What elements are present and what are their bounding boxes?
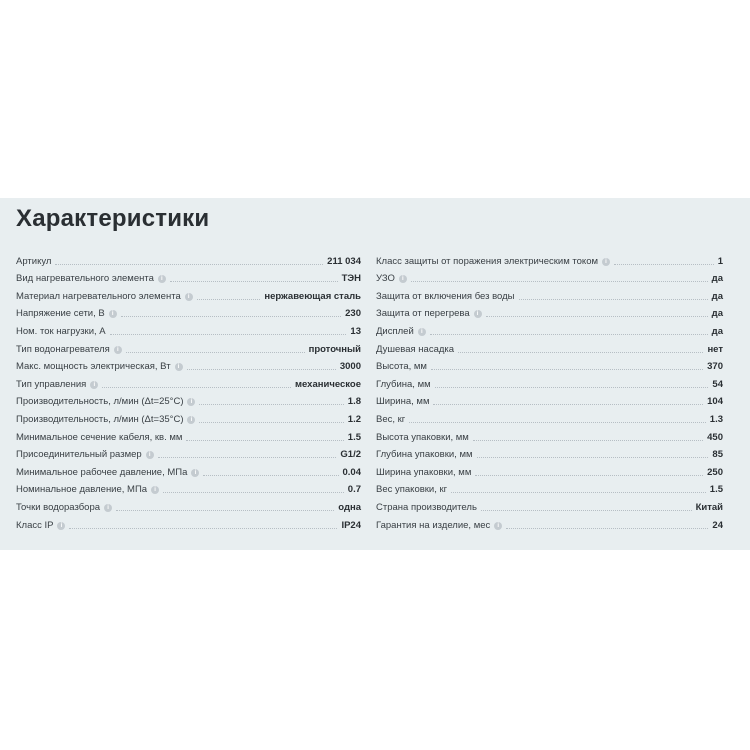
spec-value: 1.5 — [347, 431, 361, 443]
spec-label — [16, 308, 117, 320]
spec-row — [16, 461, 361, 479]
spec-label — [376, 273, 407, 285]
spec-row — [376, 514, 723, 532]
spec-label-text: Тип водонагревателя — [16, 343, 110, 355]
info-icon[interactable]: i — [109, 310, 117, 318]
dotted-leader — [519, 299, 708, 300]
spec-label-text: Производительность, л/мин (Δt=25°C) — [16, 396, 184, 408]
spec-label-text: Гарантия на изделие, мес — [376, 519, 491, 531]
dotted-leader — [506, 528, 708, 529]
spec-row — [16, 250, 361, 268]
spec-label-text: Дисплей — [376, 325, 414, 337]
spec-row — [376, 356, 723, 374]
spec-value: 1.8 — [347, 396, 361, 408]
spec-value: проточный — [308, 343, 361, 355]
spec-label-text: Душевая насадка — [376, 343, 455, 355]
spec-value: нержавеющая сталь — [264, 290, 361, 302]
spec-value: 1.5 — [709, 484, 723, 496]
spec-label — [16, 291, 193, 303]
dotted-leader — [197, 299, 261, 300]
spec-label-text: Вид нагревательного элемента — [16, 273, 154, 285]
dotted-leader — [69, 528, 337, 529]
spec-label — [376, 344, 454, 356]
spec-label-text: Материал нагревательного элемента — [16, 290, 181, 302]
spec-row — [16, 373, 361, 391]
spec-row — [16, 479, 361, 497]
spec-label — [16, 432, 182, 444]
spec-row — [376, 479, 723, 497]
spec-row — [376, 444, 723, 462]
dotted-leader — [121, 316, 341, 317]
info-icon[interactable]: i — [175, 363, 183, 371]
dotted-leader — [110, 334, 347, 335]
dotted-leader — [199, 422, 343, 423]
spec-row — [16, 444, 361, 462]
spec-value: 85 — [712, 449, 723, 461]
info-icon[interactable]: i — [158, 275, 166, 283]
info-icon[interactable]: i — [57, 522, 65, 530]
spec-label-text: Глубина упаковки, мм — [376, 449, 473, 461]
spec-label-text: Артикул — [16, 255, 52, 267]
spec-value: 0.7 — [347, 484, 361, 496]
spec-label — [16, 484, 159, 496]
spec-label — [376, 520, 502, 532]
dotted-leader — [475, 475, 703, 476]
spec-value: G1/2 — [340, 449, 361, 461]
spec-label — [16, 414, 195, 426]
spec-row — [376, 496, 723, 514]
dotted-leader — [187, 369, 336, 370]
spec-row — [376, 338, 723, 356]
spec-label — [376, 326, 426, 338]
spec-label — [16, 449, 154, 461]
dotted-leader — [486, 316, 708, 317]
dotted-leader — [473, 440, 703, 441]
spec-value: 24 — [712, 519, 723, 531]
spec-value: 0.04 — [342, 466, 361, 478]
spec-value: да — [711, 290, 723, 302]
dotted-leader — [199, 404, 343, 405]
spec-label-text: Тип управления — [16, 378, 87, 390]
spec-label — [16, 344, 122, 356]
spec-label-text: Точки водоразбора — [16, 501, 101, 513]
spec-value: 1 — [717, 255, 723, 267]
spec-value: 1.2 — [347, 413, 361, 425]
spec-value: 370 — [707, 361, 723, 373]
spec-label — [16, 467, 199, 479]
spec-row — [376, 373, 723, 391]
spec-row — [16, 320, 361, 338]
spec-value: ТЭН — [341, 273, 361, 285]
info-icon[interactable]: i — [474, 310, 482, 318]
spec-row — [376, 391, 723, 409]
spec-label — [376, 256, 610, 268]
dotted-leader — [116, 510, 334, 511]
spec-label-text: Номинальное давление, МПа — [16, 484, 148, 496]
spec-label — [376, 502, 477, 514]
spec-label-text: Производительность, л/мин (Δt=35°C) — [16, 413, 184, 425]
spec-label — [376, 484, 447, 496]
dotted-leader — [614, 264, 714, 265]
dotted-leader — [411, 281, 708, 282]
spec-label-text: Ширина, мм — [376, 396, 430, 408]
info-icon[interactable]: i — [146, 451, 154, 459]
spec-row — [376, 320, 723, 338]
info-icon[interactable]: i — [191, 469, 199, 477]
spec-label — [16, 361, 183, 373]
spec-row — [16, 496, 361, 514]
dotted-leader — [431, 369, 703, 370]
dotted-leader — [203, 475, 338, 476]
spec-label-text: Защита от перегрева — [376, 308, 470, 320]
spec-row — [16, 338, 361, 356]
spec-value: 1.3 — [709, 413, 723, 425]
info-icon[interactable]: i — [418, 328, 426, 336]
spec-row — [376, 250, 723, 268]
spec-label-text: Минимальное рабочее давление, МПа — [16, 466, 188, 478]
spec-label-text: Ширина упаковки, мм — [376, 466, 472, 478]
spec-row — [16, 356, 361, 374]
spec-label-text: Защита от включения без воды — [376, 290, 515, 302]
spec-label-text: Вес, кг — [376, 413, 406, 425]
dotted-leader — [481, 510, 692, 511]
spec-value: 230 — [345, 308, 361, 320]
spec-label — [376, 396, 429, 408]
dotted-leader — [158, 457, 337, 458]
spec-label — [16, 502, 112, 514]
spec-label — [376, 414, 405, 426]
dotted-leader — [451, 492, 706, 493]
spec-label — [376, 361, 427, 373]
info-icon[interactable]: i — [185, 293, 193, 301]
spec-label-text: Минимальное сечение кабеля, кв. мм — [16, 431, 183, 443]
spec-row — [16, 268, 361, 286]
spec-row — [376, 461, 723, 479]
dotted-leader — [433, 404, 703, 405]
spec-value: 211 034 — [327, 255, 361, 267]
spec-label-text: Класс IP — [16, 519, 54, 531]
dotted-leader — [409, 422, 706, 423]
info-icon[interactable]: i — [90, 381, 98, 389]
spec-value: IP24 — [341, 519, 361, 531]
spec-label-text: Высота, мм — [376, 361, 427, 373]
spec-value: 13 — [350, 325, 361, 337]
spec-label-text: Вес упаковки, кг — [376, 484, 448, 496]
dotted-leader — [477, 457, 709, 458]
spec-label-text: УЗО — [376, 273, 395, 285]
spec-value: да — [711, 308, 723, 320]
spec-row — [16, 408, 361, 426]
spec-value: 104 — [707, 396, 723, 408]
spec-label-text: Высота упаковки, мм — [376, 431, 469, 443]
info-icon[interactable]: i — [494, 522, 502, 530]
dotted-leader — [435, 387, 709, 388]
dotted-leader — [430, 334, 708, 335]
dotted-leader — [186, 440, 343, 441]
spec-value: 450 — [707, 431, 723, 443]
specifications-title: Характеристики — [16, 205, 210, 232]
info-icon[interactable]: i — [602, 258, 610, 266]
spec-row — [16, 303, 361, 321]
spec-label — [16, 379, 98, 391]
spec-label — [376, 467, 471, 479]
spec-label-text: Напряжение сети, В — [16, 308, 105, 320]
dotted-leader — [163, 492, 344, 493]
spec-label — [16, 256, 51, 268]
spec-label — [376, 291, 515, 303]
dotted-leader — [458, 352, 703, 353]
dotted-leader — [126, 352, 305, 353]
spec-label-text: Глубина, мм — [376, 378, 431, 390]
spec-row — [16, 426, 361, 444]
info-icon[interactable]: i — [114, 346, 122, 354]
spec-label — [376, 432, 469, 444]
spec-label — [16, 396, 195, 408]
spec-label — [376, 308, 482, 320]
spec-row — [16, 514, 361, 532]
spec-row — [376, 268, 723, 286]
spec-label-text: Класс защиты от поражения электрическим током — [376, 255, 599, 267]
spec-label-text: Ном. ток нагрузки, А — [16, 325, 106, 337]
spec-value: да — [711, 325, 723, 337]
info-icon[interactable]: i — [187, 398, 195, 406]
spec-value: да — [711, 273, 723, 285]
spec-row — [16, 391, 361, 409]
spec-row — [376, 303, 723, 321]
spec-label — [16, 326, 106, 338]
dotted-leader — [55, 264, 323, 265]
info-icon[interactable]: i — [104, 504, 112, 512]
dotted-leader — [170, 281, 338, 282]
spec-value: Китай — [695, 501, 723, 513]
spec-value: одна — [338, 501, 361, 513]
spec-label — [16, 273, 166, 285]
info-icon[interactable]: i — [399, 275, 407, 283]
specs-column-right — [376, 250, 723, 532]
spec-value: 250 — [707, 466, 723, 478]
dotted-leader — [102, 387, 291, 388]
spec-row — [376, 408, 723, 426]
spec-label — [16, 520, 65, 532]
spec-value: 54 — [712, 378, 723, 390]
spec-label-text: Страна производитель — [376, 501, 477, 513]
info-icon[interactable]: i — [151, 486, 159, 494]
spec-label — [376, 449, 473, 461]
spec-label-text: Макс. мощность электрическая, Вт — [16, 361, 171, 373]
info-icon[interactable]: i — [187, 416, 195, 424]
spec-row — [376, 285, 723, 303]
spec-label-text: Присоединительный размер — [16, 449, 142, 461]
spec-label — [376, 379, 431, 391]
spec-row — [16, 285, 361, 303]
spec-value: нет — [707, 343, 723, 355]
spec-value: 3000 — [339, 361, 361, 373]
spec-value: механическое — [294, 378, 361, 390]
specs-column-left — [16, 250, 361, 532]
spec-row — [376, 426, 723, 444]
